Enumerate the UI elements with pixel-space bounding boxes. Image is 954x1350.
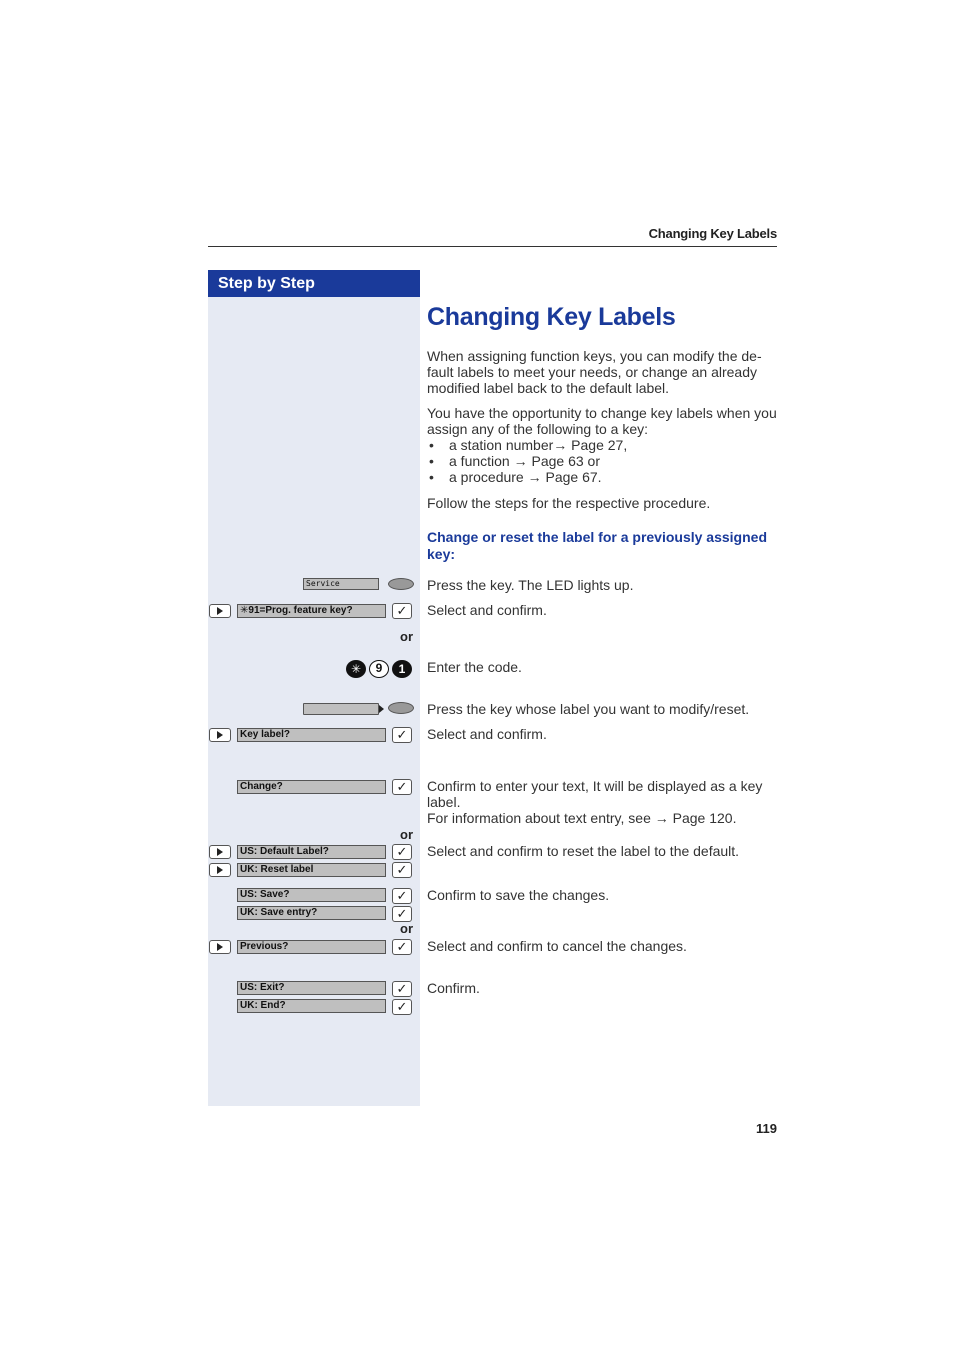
us-save-display: US: Save? xyxy=(237,888,386,902)
list-item: • a function → Page 63 or xyxy=(427,453,779,469)
service-key-display: Service xyxy=(303,578,379,590)
or-label: or xyxy=(400,921,413,936)
us-exit-display: US: Exit? xyxy=(237,981,386,995)
step-press-key-modify: Press the key whose label you want to modify/reset. xyxy=(427,701,750,717)
function-key-icon xyxy=(303,703,379,715)
options-lead: You have the opportunity to change key labels when you assign any of the following to a key: xyxy=(427,405,777,437)
step-reset-default: Select and confirm to reset the label to the default. xyxy=(427,843,740,859)
page-title: Changing Key Labels xyxy=(427,303,676,331)
confirm-check-icon: ✓ xyxy=(392,999,412,1015)
confirm-check-icon: ✓ xyxy=(392,939,412,955)
text-entry-reference: For information about text entry, see → Page 120. xyxy=(427,810,737,826)
confirm-check-icon: ✓ xyxy=(392,844,412,860)
confirm-check-icon: ✓ xyxy=(392,603,412,619)
scroll-arrow-icon xyxy=(209,845,231,859)
step-save: Confirm to save the changes. xyxy=(427,887,610,903)
list-item: • a station number→ Page 27, xyxy=(427,437,779,453)
scroll-arrow-icon xyxy=(209,863,231,877)
intro-paragraph xyxy=(427,348,779,396)
sidebar-title: Step by Step xyxy=(208,270,420,297)
step-press-key: Press the key. The LED lights up. xyxy=(427,577,634,593)
step-select-confirm: Select and confirm. xyxy=(427,602,547,618)
asterisk-key-icon: ✳ xyxy=(346,660,366,678)
confirm-check-icon: ✓ xyxy=(392,862,412,878)
one-key-icon: 1 xyxy=(392,660,412,678)
uk-end-display: UK: End? xyxy=(237,999,386,1013)
options-paragraph xyxy=(427,405,779,485)
step-select-confirm: Select and confirm. xyxy=(427,726,547,742)
intro-text: When assigning function keys, you can modify the de-fault labels to meet your needs, or change an already modified label back to the default label. xyxy=(427,348,762,396)
options-list xyxy=(427,437,779,485)
running-head: Changing Key Labels xyxy=(648,226,777,241)
confirm-check-icon: ✓ xyxy=(392,981,412,997)
header-rule xyxy=(208,246,777,247)
scroll-arrow-icon xyxy=(209,940,231,954)
step-cancel: Select and confirm to cancel the changes. xyxy=(427,938,687,954)
uk-save-entry-display: UK: Save entry? xyxy=(237,906,386,920)
step-confirm-text xyxy=(427,778,779,826)
prog-feature-display: ✳91=Prog. feature key? xyxy=(237,604,386,618)
uk-reset-label-display: UK: Reset label xyxy=(237,863,386,877)
confirm-check-icon: ✓ xyxy=(392,727,412,743)
key-label-display: Key label? xyxy=(237,728,386,742)
list-item: • a procedure → Page 67. xyxy=(427,469,779,485)
or-label: or xyxy=(400,827,413,842)
led-icon xyxy=(388,578,414,590)
step-enter-code: Enter the code. xyxy=(427,659,522,675)
previous-display: Previous? xyxy=(237,940,386,954)
confirm-check-icon: ✓ xyxy=(392,906,412,922)
change-display: Change? xyxy=(237,780,386,794)
scroll-arrow-icon xyxy=(209,604,231,618)
confirm-text-line: Confirm to enter your text, It will be displayed as a key label. xyxy=(427,778,763,810)
led-icon xyxy=(388,702,414,714)
or-label: or xyxy=(400,629,413,644)
scroll-arrow-icon xyxy=(209,728,231,742)
follow-text: Follow the steps for the respective procedure. xyxy=(427,495,711,511)
confirm-check-icon: ✓ xyxy=(392,779,412,795)
section-subheading: Change or reset the label for a previously assigned key: xyxy=(427,529,767,562)
us-default-label-display: US: Default Label? xyxy=(237,845,386,859)
step-confirm: Confirm. xyxy=(427,980,480,996)
nine-key-icon: 9 xyxy=(369,660,389,678)
confirm-check-icon: ✓ xyxy=(392,888,412,904)
page-number: 119 xyxy=(756,1121,777,1136)
